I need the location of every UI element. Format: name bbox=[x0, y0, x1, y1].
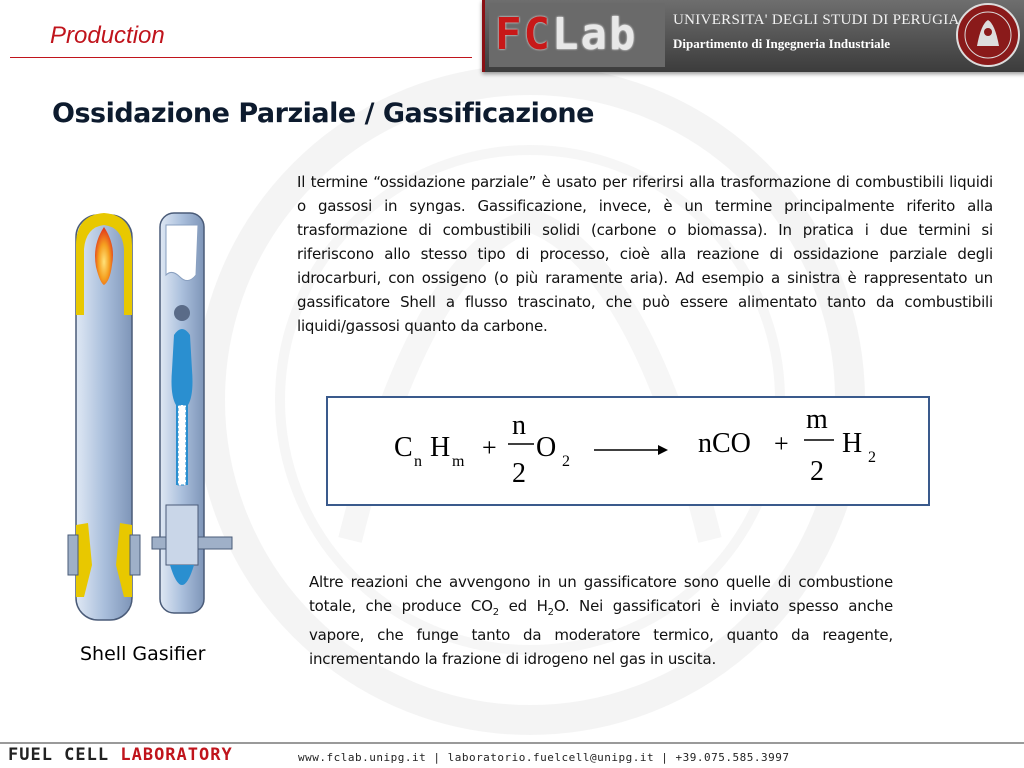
slide-title: Ossidazione Parziale / Gassificazione bbox=[52, 98, 594, 129]
eq-n-subscript: n bbox=[414, 453, 422, 470]
reaction-equation bbox=[328, 398, 932, 508]
eq-oxygen: O bbox=[536, 432, 557, 463]
para2-part-b: ed H bbox=[498, 596, 548, 615]
eq-plus-2: + bbox=[774, 429, 789, 458]
university-name: UNIVERSITA' DEGLI STUDI DI PERUGIA bbox=[673, 12, 960, 28]
footer-lab-a: FUEL CELL bbox=[8, 745, 121, 765]
eq-arrow-head bbox=[658, 445, 668, 455]
eq-hydrogen: H bbox=[430, 432, 451, 463]
para2-part-a: Altre reazioni che avvengono in un gassificatore sono quelle di combustione totale, che produce CO bbox=[309, 573, 893, 615]
reactions-paragraph bbox=[309, 571, 893, 671]
footer-divider bbox=[0, 742, 1024, 744]
para2-part-c: O. Nei gassificatori è inviato spesso anche vapore, che funge tanto da moderatore termico, quanto da reagente, incrementando la frazione di idrogeno nel gas in uscita. bbox=[309, 596, 893, 668]
intro-paragraph: Il termine “ossidazione parziale” è usato per riferirsi alla trasformazione di combustibili liquidi o gassosi in syngas. Gassificazione, invece, è un termine principalmente riferito alla trasformazione di combustibili solidi (carbone o biomassa). In pratica i due termini si riferiscono allo stesso tipo di processo, cioè alla reazione di ossidazione parziale degli idrocarburi, con ossigeno (o più raramente aria). Ad esempio a sinistra è rappresentato un gassificatore Shell a flusso trascinato, che può essere alimentato tanto da combustibili liquidi/gassosi quanto da carbone. bbox=[297, 173, 993, 335]
footer-lab-b: LABORATORY bbox=[120, 745, 233, 765]
reaction-equation-box bbox=[326, 396, 930, 506]
logo-lab: Lab bbox=[551, 9, 638, 60]
eq-h2-subscript: 2 bbox=[868, 449, 876, 466]
department-name: Dipartimento di Ingegneria Industriale bbox=[673, 36, 891, 51]
university-seal-icon bbox=[955, 2, 1021, 68]
figure-caption: Shell Gasifier bbox=[80, 643, 206, 665]
para2-sub-a: 2 bbox=[492, 606, 499, 618]
eq-product-nco: nCO bbox=[698, 428, 751, 459]
section-label: Production bbox=[50, 22, 165, 49]
eq-frac1-numerator: n bbox=[512, 410, 526, 441]
footer-contacts: www.fclab.unipg.it | laboratorio.fuelcell@unipg.it | +39.075.585.3997 bbox=[298, 751, 790, 764]
footer-lab-name bbox=[8, 745, 233, 765]
eq-frac2-denominator: 2 bbox=[810, 456, 824, 487]
shell-gasifier-diagram bbox=[62, 205, 242, 625]
eq-frac1-denominator: 2 bbox=[512, 458, 526, 489]
fclab-logo bbox=[489, 3, 665, 67]
eq-m-subscript: m bbox=[452, 453, 465, 470]
section-divider bbox=[10, 57, 472, 58]
para2-sub-b: 2 bbox=[547, 606, 554, 618]
eq-o-subscript: 2 bbox=[562, 453, 570, 470]
eq-frac2-numerator: m bbox=[806, 404, 828, 435]
logo-fc: FC bbox=[495, 9, 552, 60]
eq-h2: H bbox=[842, 428, 863, 459]
eq-carbon: C bbox=[394, 432, 413, 463]
eq-plus-1: + bbox=[482, 433, 497, 462]
header-banner bbox=[482, 0, 1024, 72]
